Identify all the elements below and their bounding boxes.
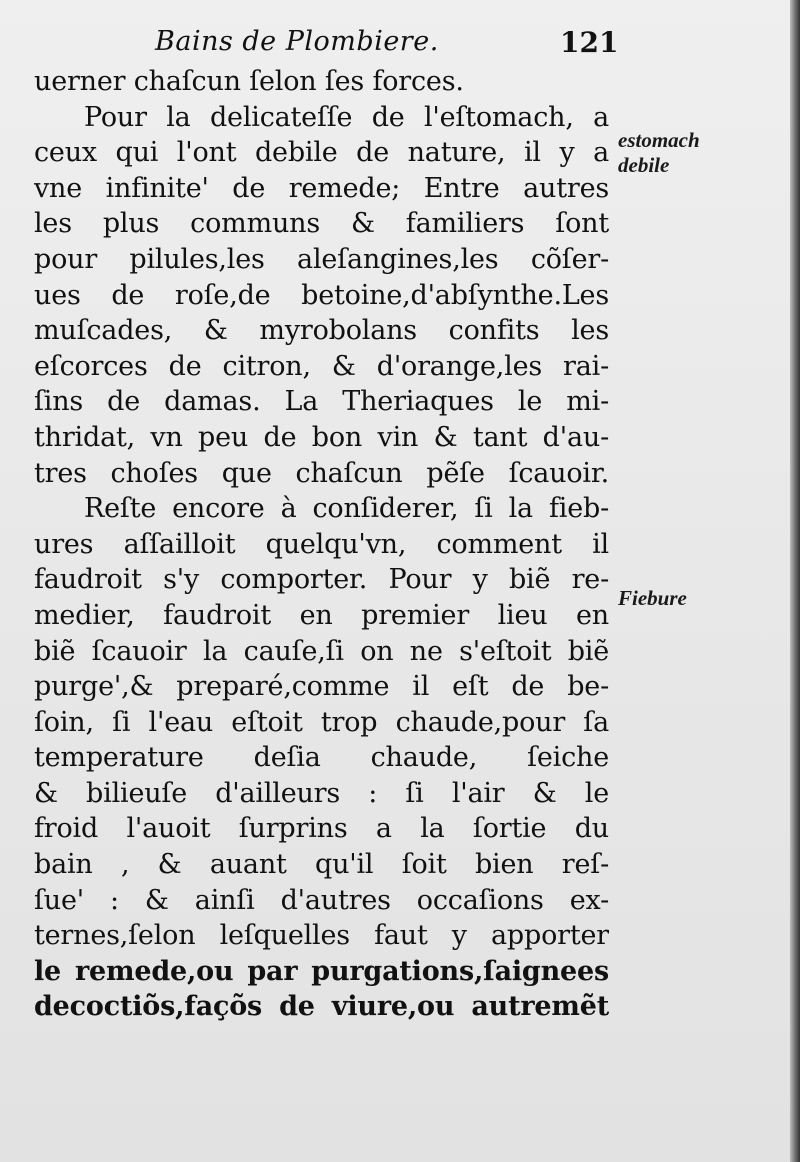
text-line: eſcorces de citron, & d'orange,les rai- — [34, 350, 609, 382]
page-header — [0, 0, 800, 60]
margin-note-line: debile — [618, 153, 670, 177]
text-line: medier, faudroit en premier lieu en — [34, 599, 609, 631]
text-line: biẽ ſcauoir la cauſe,ſi on ne s'eſtoit biẽ — [34, 635, 609, 667]
text-line: ues de roſe,de betoine,d'abſynthe.Les — [34, 279, 609, 311]
text-line: ſoin, ſi l'eau eſtoit trop chaude,pour ſa — [34, 706, 609, 738]
margin-note-estomach — [618, 128, 700, 178]
text-line: le remede,ou par purgations,ſaignees — [34, 955, 609, 987]
text-line: thridat, vn peu de bon vin & tant d'au- — [34, 421, 609, 453]
text-line: les plus communs & familiers ſont — [34, 208, 609, 240]
text-line: ternes,ſelon leſquelles faut y apporter — [34, 920, 609, 952]
margin-note-line: estomach — [618, 128, 700, 152]
text-line: Reſte encore à conſiderer, ſi la fieb- — [84, 493, 609, 525]
text-line: uerner chaſcun ſelon ſes forces. — [34, 66, 464, 97]
text-line: froid l'auoit ſurprins a la ſortie du — [34, 813, 609, 845]
page-number: 121 — [560, 26, 619, 59]
main-text — [34, 64, 609, 1025]
text-line: tres choſes que chaſcun pẽſe ſcauoir. — [34, 457, 609, 489]
text-line: purge',& preparé,comme il eſt de be- — [34, 671, 609, 703]
text-line: faudroit s'y comporter. Pour y biẽ re- — [34, 564, 609, 596]
running-title: Bains de Plombiere. — [155, 26, 439, 57]
text-line: vne infinite' de remede; Entre autres — [34, 172, 609, 204]
text-line: & bilieuſe d'ailleurs : ſi l'air & le — [34, 777, 609, 809]
text-line: ſins de damas. La Theriaques le mi- — [34, 386, 609, 418]
text-line: ceux qui l'ont debile de nature, il y a — [34, 137, 609, 169]
text-line: bain , & auant qu'il ſoit bien reſ- — [34, 849, 609, 881]
text-line: ures aſſailloit quelqu'vn, comment il — [34, 528, 609, 560]
text-line: ſue' : & ainſi d'autres occaſions ex- — [34, 884, 609, 916]
page-edge-shadow — [790, 0, 800, 1162]
text-line: pour pilules,les aleſangines,les cõſer- — [34, 243, 609, 275]
text-line: decoctiõs,façõs de viure,ou autremẽt — [34, 991, 609, 1023]
text-line: temperature deſia chaude, ſeiche — [34, 742, 609, 774]
margin-note-fiebure: Fiebure — [618, 586, 687, 610]
text-line: Pour la delicateſſe de l'eſtomach, a — [84, 101, 609, 133]
text-line: muſcades, & myrobolans confits les — [34, 315, 609, 347]
